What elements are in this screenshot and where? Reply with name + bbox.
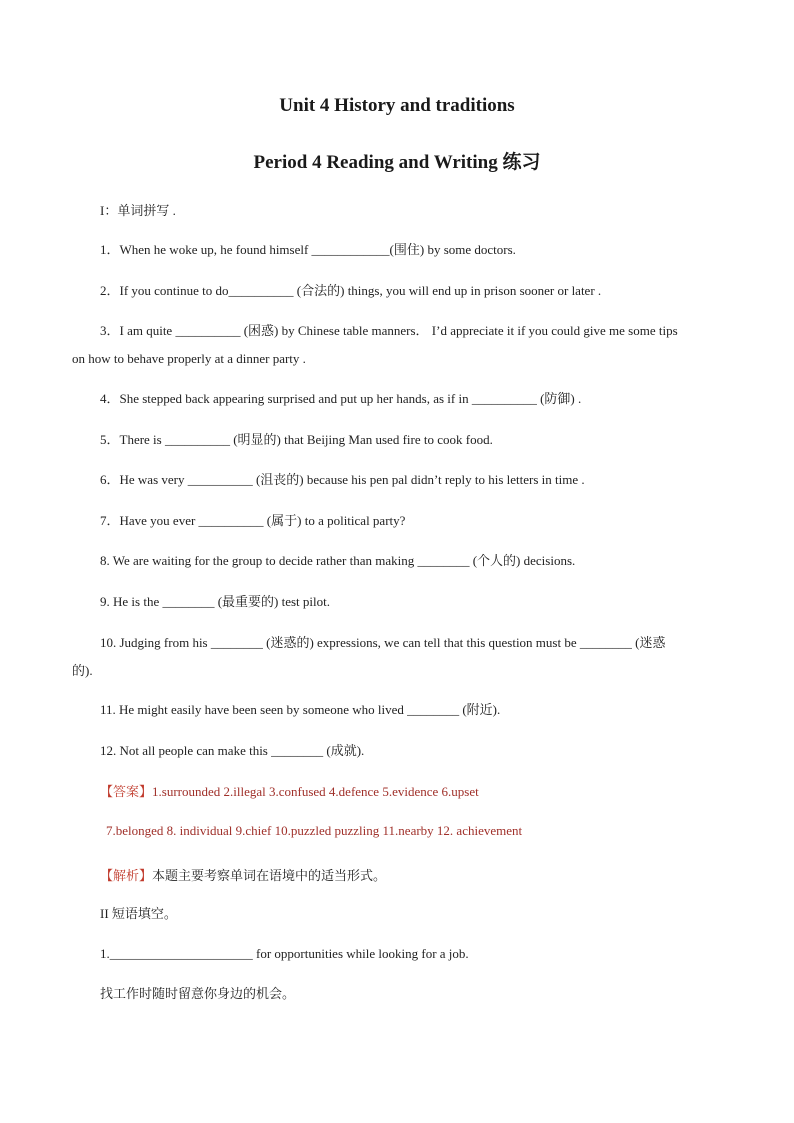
section1-heading: I：单词拼写 . (100, 203, 176, 218)
section2-heading: II 短语填空。 (100, 906, 177, 921)
page-title: Unit 4 History and traditions (279, 95, 515, 116)
question-10-cont: 的). (72, 663, 93, 678)
answer-line-2 (106, 822, 522, 840)
question-4: 4．She stepped back appearing surprised and put up her hands, as if in __________ (防御) . (100, 391, 582, 406)
question-9: 9. He is the ________ (最重要的) test pilot. (100, 594, 331, 609)
question-12: 12. Not all people can make this ________ (成就). (100, 743, 365, 758)
analysis-text: 本题主要考察单词在语境中的适当形式。 (152, 868, 387, 883)
analysis-line (100, 867, 386, 885)
question-7: 7．Have you ever __________ (属于) to a political party? (100, 513, 406, 528)
phrase-question-1: 1.______________________ for opportunities while looking for a job. (100, 946, 469, 961)
answer-text-1: 1.surrounded 2.illegal 3.confused 4.defence 5.evidence 6.upset (152, 784, 479, 799)
page-subtitle: Period 4 Reading and Writing 练习 (253, 152, 541, 173)
question-3: 3．I am quite __________ (困惑) by Chinese table manners． I’d appreciate it if you could give me some tips (100, 323, 678, 338)
question-2: 2．If you continue to do__________ (合法的) things, you will end up in prison sooner or later . (100, 283, 602, 298)
analysis-label: 【解析】 (100, 868, 153, 883)
answer-label: 【答案】 (100, 784, 153, 799)
answer-line-1 (100, 783, 479, 801)
question-5: 5．There is __________ (明显的) that Beijing Man used fire to cook food. (100, 432, 493, 447)
question-8: 8. We are waiting for the group to decide rather than making ________ (个人的) decisions. (100, 553, 576, 568)
phrase-question-1-cn: 找工作时随时留意你身边的机会。 (100, 986, 296, 1001)
question-6: 6．He was very __________ (沮丧的) because his pen pal didn’t reply to his letters in time . (100, 472, 585, 487)
question-1: 1．When he woke up, he found himself ____________(围住) by some doctors. (100, 242, 516, 257)
question-3-cont: on how to behave properly at a dinner party . (72, 351, 306, 366)
answer-text-2: 7.belonged 8. individual 9.chief 10.puzzled puzzling 11.nearby 12. achievement (106, 823, 523, 838)
question-10: 10. Judging from his ________ (迷惑的) expressions, we can tell that this question must be ________ (迷惑 (100, 635, 666, 650)
question-11: 11. He might easily have been seen by someone who lived ________ (附近). (100, 702, 501, 717)
